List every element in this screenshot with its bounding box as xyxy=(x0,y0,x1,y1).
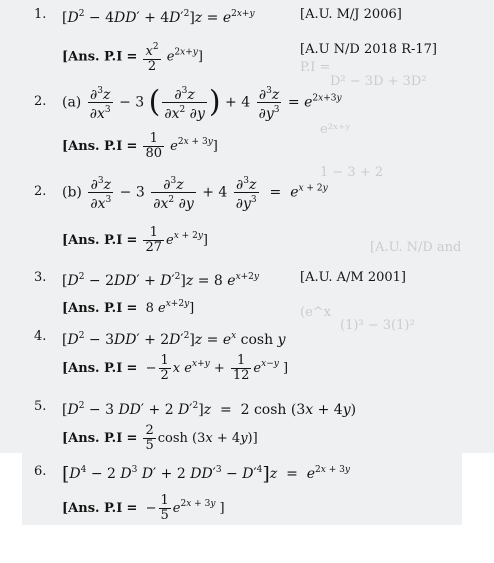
answer: [Ans. P.I = $\frac{1}{27}$ $e^{x + 2y}$] xyxy=(62,225,208,255)
answer: [Ans. P.I = 8 $e^{x+2y}$] xyxy=(62,299,195,316)
problem-number: 4. xyxy=(34,329,47,344)
problem-number: 3. xyxy=(34,270,47,285)
equation: [$D^2 - 3$ DD′ + 2 $D'^2]z = 2$ cosh (3x + 4y) xyxy=(62,401,357,418)
answer: [Ans. P.I = $\frac{x^2}{2}$ $e^{2x+y}$] xyxy=(62,42,203,74)
equation: $[D^2 - 2DD' + D'^2]z = 8$ $e^{x+2y}$ xyxy=(62,272,260,289)
show-through-text: D² − 3D + 3D² xyxy=(330,74,427,89)
answer-label: [Ans. P.I xyxy=(62,361,123,376)
show-through-text: P.I = xyxy=(300,60,331,75)
problem-number: 2. xyxy=(34,184,47,199)
exam-reference: [A.U. M/J 2006] xyxy=(300,7,402,22)
answer: [Ans. P.I = $\frac{2}{5}$ cosh (3x + 4y)] xyxy=(62,423,258,453)
problem-number: 2. xyxy=(34,94,47,109)
problem-number: 1. xyxy=(34,7,47,22)
equation: $[D^2 - 3DD' + 2D'^2]z = e^x$ cosh y xyxy=(62,331,286,348)
exam-reference: [A.U N/D 2018 R-17] xyxy=(300,42,438,57)
answer-label: [Ans. P.I xyxy=(62,301,123,316)
part-label: (a) xyxy=(62,94,82,111)
answer: [Ans. P.I = $\frac{1}{80}$ $e^{2x + 3y}$] xyxy=(62,131,218,161)
problem-number: 5. xyxy=(34,399,47,414)
exam-reference: [A.U. A/M 2001] xyxy=(300,270,406,285)
show-through-text: [A.U. N/D and xyxy=(370,240,462,255)
answer: [Ans. P.I = − $\frac{1}{5}$ $e^{2x + 3y}$ ] xyxy=(62,493,225,523)
answer: [Ans. P.I = − $\frac{1}{2}$ x $e^{x+y}$ + $\frac{1}{12}$ $e^{x-y}$ ] xyxy=(62,353,289,383)
equation: (a) $\frac{\partial^3z}{\partial x^3}$ − 3 ( $\frac{\partial^3z}{\partial x^2 \partial y}$ ) + 4 $\frac{\partial^3z}{\partial y^3}$ = $e^{2x+3y}$ xyxy=(62,84,342,122)
answer-label: [Ans. P.I xyxy=(62,233,123,248)
part-label: (b) xyxy=(62,184,82,201)
answer-label: [Ans. P.I xyxy=(62,139,123,154)
answer-label: [Ans. P.I xyxy=(62,431,123,446)
equation: $[D^2 - 4DD' + 4D'^2]z = e^{2x+y}$ xyxy=(62,9,255,26)
equation: (b) $\frac{\partial^3z}{\partial x^3}$ − 3 $\frac{\partial^3z}{\partial x^2 \partial y}$ + 4 $\frac{\partial^3z}{\partial y^3}$ = $e^{x + 2y}$ xyxy=(62,176,328,212)
answer-label: [Ans. P.I xyxy=(62,49,123,65)
show-through-text: (1)³ − 3(1)² xyxy=(340,318,415,333)
problem-number: 6. xyxy=(34,464,47,479)
answer-label: [Ans. P.I xyxy=(62,501,123,516)
equation: [$D^4 - 2$ $D^3$ D′ + 2 $DD'^3 - D'^4]z = e^{2x + 3y}$ xyxy=(62,463,350,485)
show-through-text: 1 − 3 + 2 xyxy=(320,165,384,180)
show-through-text: e²ˣ⁺ʸ xyxy=(320,122,351,137)
show-through-text: (e^x xyxy=(300,305,331,320)
